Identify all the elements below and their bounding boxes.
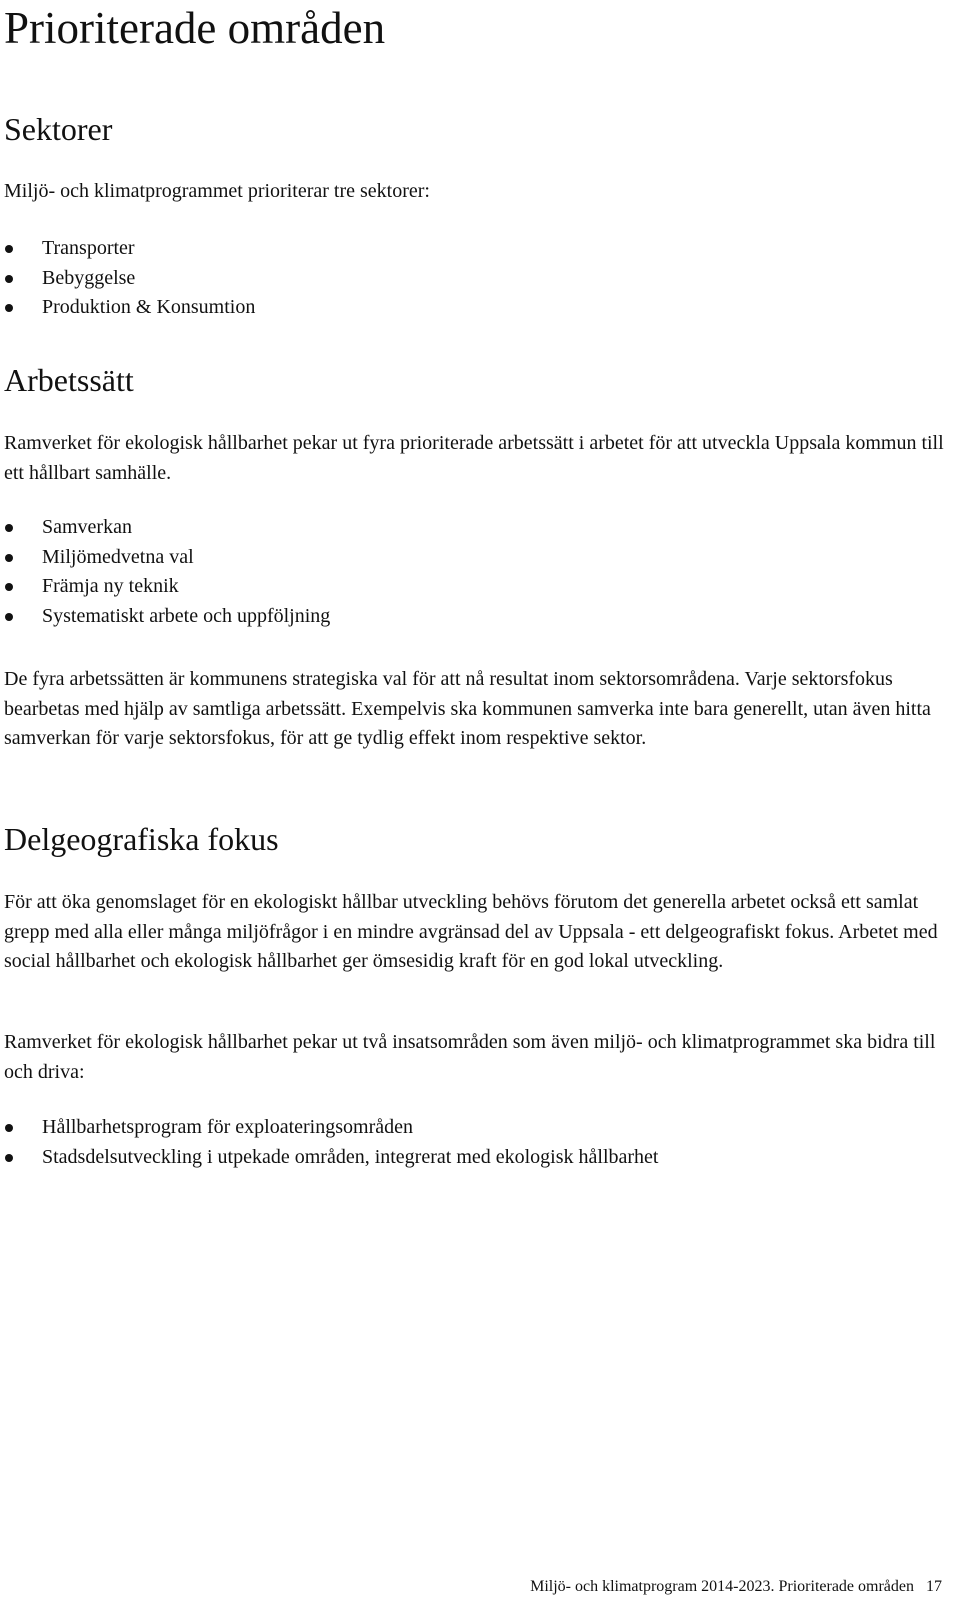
heading-arbetssatt: Arbetssätt [4, 362, 134, 398]
list-item [4, 293, 255, 323]
page-footer [530, 1577, 942, 1597]
bullet-icon [5, 1124, 13, 1132]
delgeografiska-para-1: För att öka genomslaget för en ekologiskt hållbar utveckling behövs förutom det generella arbetet också ett samlat grepp med alla eller många miljöfrågor i en mindre avgränsad del av Uppsala - ett delgeografiskt fokus. Arbetet med social hållbarhet och ekologisk hållbarhet ger ömsesidig kraft för en god lokal utveckling. [4, 891, 938, 973]
delgeografiska-para-2: Ramverket för ekologisk hållbarhet pekar ut två insatsområden som även miljö- och klimatprogrammet ska bidra till och driva: [4, 1031, 936, 1083]
list-item-label: Bebyggelse [42, 266, 136, 289]
list-item [4, 513, 330, 543]
page-title: Prioriterade områden [4, 3, 386, 53]
list-item [4, 234, 255, 264]
bullet-icon [5, 275, 13, 283]
list-item-label: Produktion & Konsumtion [42, 296, 256, 319]
bullet-icon [5, 613, 13, 621]
bullet-icon [5, 524, 13, 532]
list-item-label: Främja ny teknik [42, 575, 179, 598]
bullet-icon [5, 583, 13, 591]
sektorer-intro: Miljö- och klimatprogrammet prioriterar tre sektorer: [4, 180, 430, 202]
list-item [4, 572, 330, 602]
list-item [4, 264, 255, 294]
footer-text: Miljö- och klimatprogram 2014-2023. Prioriterade områden [530, 1578, 914, 1595]
list-item-label: Samverkan [42, 516, 132, 538]
list-item [4, 1143, 658, 1173]
delgeografiska-list [4, 1113, 658, 1172]
list-item-label: Hållbarhetsprogram för exploateringsområden [42, 1116, 413, 1138]
bullet-icon [5, 554, 13, 562]
arbetssatt-intro: Ramverket för ekologisk hållbarhet pekar ut fyra prioriterade arbetssätt i arbetet för att utveckla Uppsala kommun till ett hållbart samhälle. [4, 432, 944, 484]
heading-sektorer: Sektorer [4, 111, 113, 147]
arbetssatt-body: De fyra arbetssätten är kommunens strategiska val för att nå resultat inom sektorsområdena. Varje sektorsfokus bearbetas med hjälp av samtliga arbetssätt. Exempelvis ska kommunen samverka inte bara generellt, utan även hitta samverkan för varje sektorsfokus, för att ge tydlig effekt inom respektive sektor. [4, 668, 931, 750]
list-item-label: Stadsdelsutveckling i utpekade områden, integrerat med ekologisk hållbarhet [42, 1145, 659, 1168]
page-number: 17 [926, 1578, 942, 1595]
arbetssatt-list [4, 513, 330, 631]
heading-delgeografiska: Delgeografiska fokus [4, 821, 279, 857]
list-item-label: Transporter [42, 237, 135, 259]
sektorer-list [4, 234, 255, 323]
list-item-label: Miljömedvetna val [42, 545, 194, 568]
list-item [4, 1113, 658, 1143]
bullet-icon [5, 245, 13, 253]
list-item [4, 602, 330, 632]
bullet-icon [5, 1154, 13, 1162]
list-item [4, 543, 330, 573]
bullet-icon [5, 304, 13, 312]
list-item-label: Systematiskt arbete och uppföljning [42, 604, 331, 627]
